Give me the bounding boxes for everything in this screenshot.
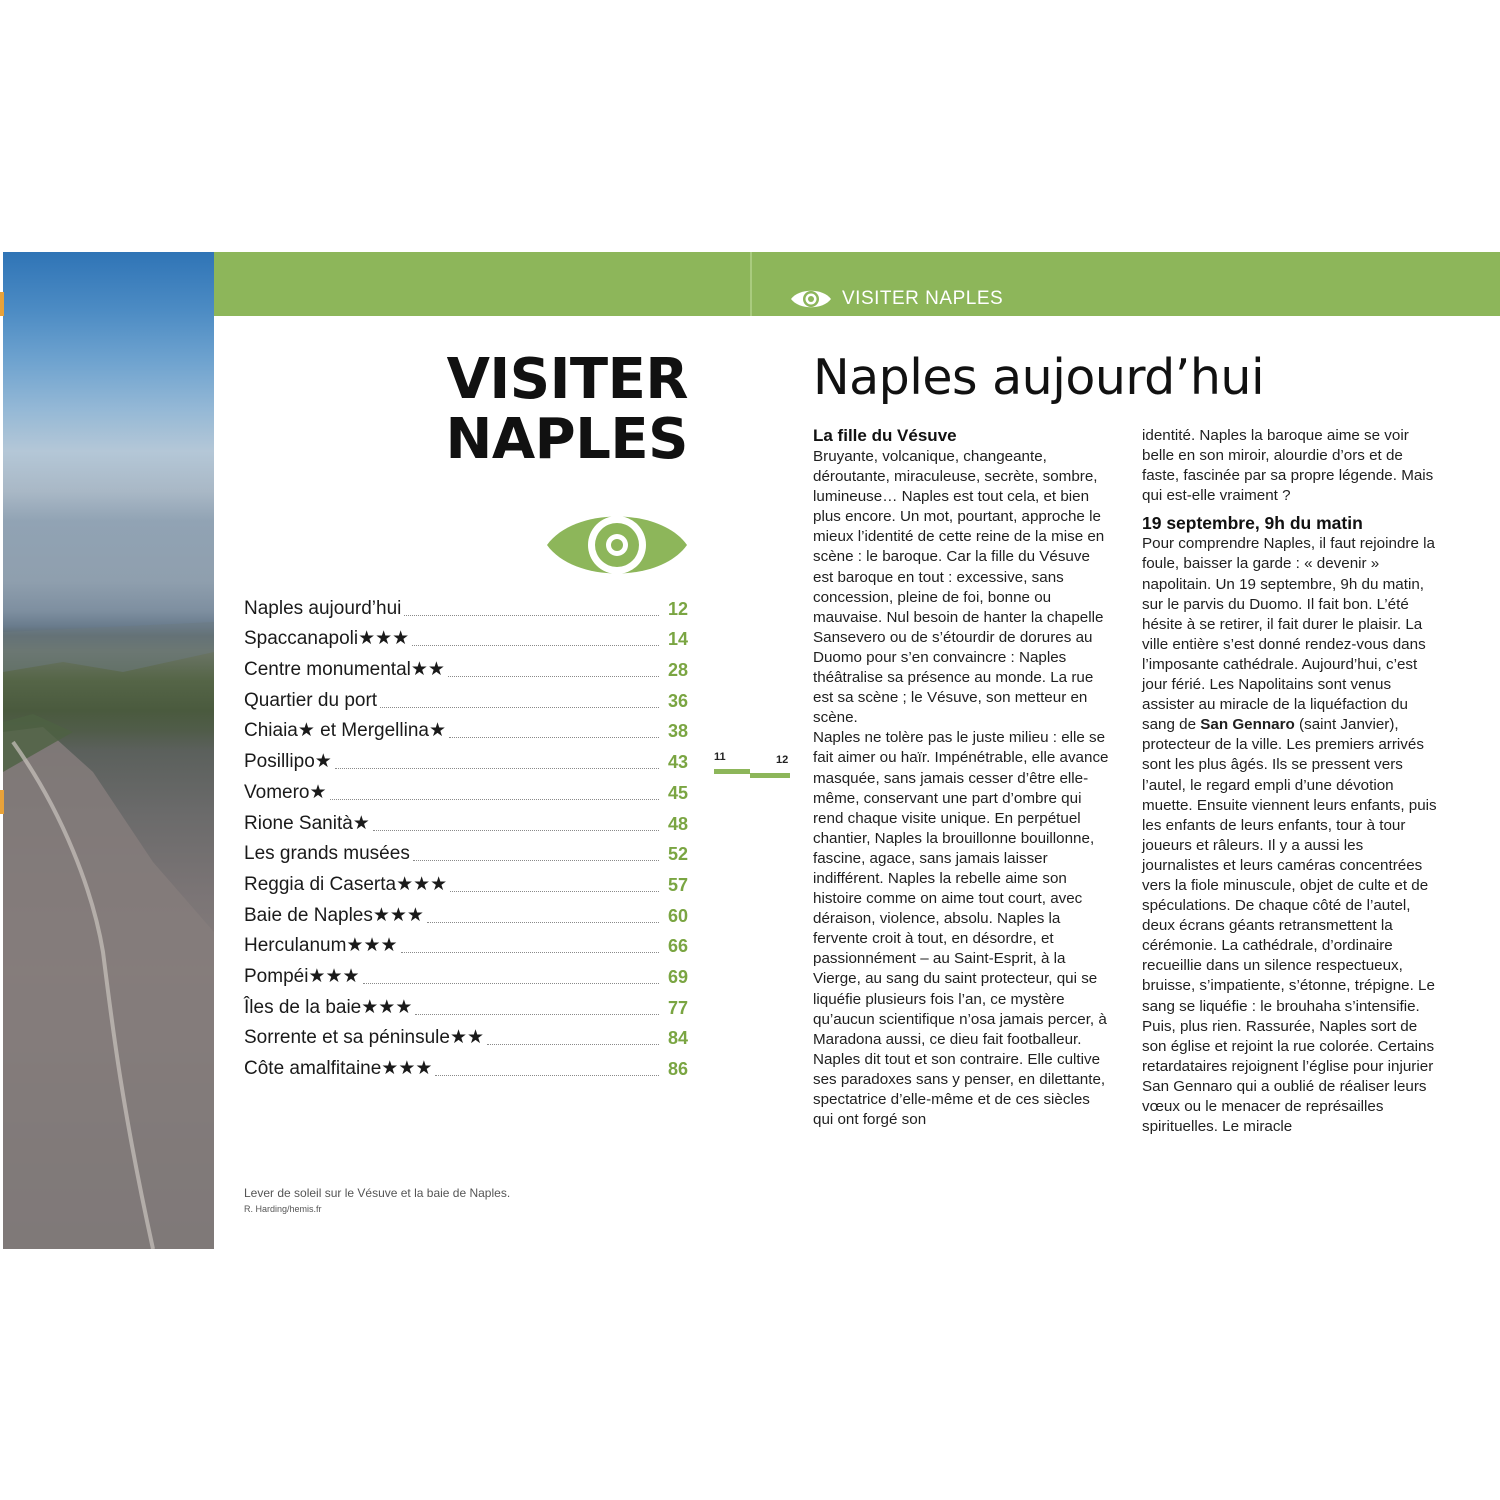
- dot-leader: [373, 829, 659, 831]
- toc-entry-label: Îles de la baie★★★: [244, 996, 413, 1018]
- toc-entry-label: Côte amalfitaine★★★: [244, 1058, 433, 1079]
- paragraph: Bruyante, volcanique, changeante, déroutante, miraculeuse, secrète, sombre, lumineuse… Naples est tout cela, et bien plus encore. Un mot, pourtant, approche le mieux l’identité de cette reine de la mise en scène : le baroque. Car la fille du Vésuve est baroque en tout : excessive, sans concession, pleine de foi, bonne ou mauvaise. Nul besoin de hanter la chapelle Sansevero ou de s’étourdir de dorures au Duomo pour s’en convaincre : Naples théâtralise sa présence au monde. La rue est sa scène ; le Vésuve, son metteur en scène.: [813, 448, 1105, 727]
- toc-entry[interactable]: [244, 897, 688, 928]
- dot-leader: [450, 890, 659, 892]
- photo-credit: R. Harding/hemis.fr: [244, 1204, 322, 1214]
- toc-entry[interactable]: [244, 590, 688, 621]
- toc-entry-label: Naples aujourd’hui: [244, 597, 402, 619]
- dot-leader: [449, 736, 659, 738]
- toc-entry-page: 57: [667, 874, 688, 895]
- toc-entry-page: 77: [667, 997, 688, 1018]
- paragraph: Naples dit tout et son contraire. Elle cultive ses paradoxes sans y penser, en dilettante, spectatrice d’elle-même et de ces siècles qui ont forgé son: [813, 1050, 1106, 1129]
- paragraph: [1142, 534, 1442, 1137]
- toc-entry[interactable]: [244, 1050, 688, 1081]
- cover-photo: [3, 252, 214, 1249]
- paragraph: Naples ne tolère pas le juste milieu : elle se fait aimer ou haïr. Impénétrable, elle avance masquée, sans jamais cesser d’être elle-même, conservant une part d’ombre qui rend chaque visite unique. En perpétuel chantier, Naples la brouillonne bouillonne, fascine, agace, sans jamais laisser indifférent. Naples la rebelle aime son histoire comme on aime tout court, avec déraison, violence, absolu. Naples la fervente croit à tout, en désordre, et passionnément – au Saint-Esprit, à la Vierge, au sang du saint protecteur, qui se liquéfie plusieurs fois l’an, ce mystère qu’aucun scientifique n’osa jamais percer, à Maradona aussi, ce dieu fait footballeur.: [813, 729, 1109, 1048]
- page-title: [445, 347, 688, 472]
- page-number-bar: [714, 769, 750, 774]
- toc-entry-page: 38: [667, 721, 688, 742]
- toc-entry-label: Posillipo★: [244, 751, 332, 773]
- toc-entry-label: Herculanum★★★: [244, 935, 398, 957]
- dot-leader: [380, 706, 659, 708]
- toc-entry[interactable]: [244, 774, 688, 805]
- toc-entry[interactable]: [244, 651, 688, 682]
- toc-entry-label: Sorrente et sa péninsule★★: [244, 1027, 485, 1049]
- band-divider: [750, 252, 752, 316]
- bleed-marker: [0, 790, 4, 814]
- emphasis-name: San Gennaro: [1200, 716, 1295, 734]
- toc-entry-page: 84: [667, 1028, 688, 1049]
- toc-entry-page: 14: [667, 629, 688, 650]
- toc-entry-label: Reggia di Caserta★★★: [244, 873, 448, 895]
- toc-entry-label: Rione Sanità★: [244, 812, 370, 834]
- dot-leader: [487, 1043, 659, 1045]
- toc-entry-page: 66: [667, 936, 688, 957]
- toc-entry[interactable]: [244, 743, 688, 774]
- paragraph: identité. Naples la baroque aime se voir belle en son miroir, alourdie d’ors et de faste, fascinée par sa propre légende. Mais qui est-elle vraiment ?: [1142, 427, 1434, 505]
- toc-entry[interactable]: [244, 713, 688, 744]
- eye-icon: [790, 286, 832, 312]
- toc-entry-label: Vomero★: [244, 781, 327, 803]
- paragraph-text: (saint Janvier), protecteur de la ville. Les premiers arrivés sont les plus âgés. Ils se pressent vers l’autel, le regard empli d’une dévotion muette. Ensuite viennent leurs enfants, puis les enfants de leurs enfants, tour à tour joueurs et râleurs. Il y a aussi les journalistes et leurs caméras concentrées vers la fiole minuscule, objet de culte et de spéculations. De chaque côté de l’autel, deux écrans géants retransmettent la cérémonie. La cathédrale, d’ordinaire recueillie dans un silence respectueux, bruisse, s’impatiente, s’étonne, trépigne. Le sang se liquéfie : le brouhaha s’intensifie. Puis, plus rien. Rassurée, Naples sort de son église et rejoint la rue colorée. Certains retardataires rejoignent l’église pour injurier San Gennaro qui a oublié de réaliser leurs vœux ou le menacer de représailles spirituelles. Le miracle: [1142, 716, 1437, 1136]
- section-heading: La fille du Vésuve: [813, 426, 957, 445]
- toc-entry-page: 45: [667, 782, 688, 803]
- article-title: Naples aujourd’hui: [813, 349, 1265, 406]
- dot-leader: [413, 859, 659, 861]
- toc-entry[interactable]: [244, 836, 688, 867]
- article-column-1: [813, 425, 1113, 1130]
- toc-entry-label: Chiaia★ et Mergellina★: [244, 720, 446, 742]
- bleed-marker: [0, 292, 4, 316]
- toc-entry[interactable]: [244, 682, 688, 713]
- toc-entry-page: 36: [667, 690, 688, 711]
- toc-entry-page: 86: [667, 1059, 688, 1079]
- toc-entry[interactable]: [244, 866, 688, 897]
- section-header-label: VISITER NAPLES: [842, 288, 1004, 309]
- toc-entry[interactable]: [244, 989, 688, 1020]
- page-number-bar: [750, 773, 790, 778]
- left-header-band: [214, 252, 750, 316]
- dot-leader: [363, 982, 659, 984]
- dot-leader: [335, 767, 659, 769]
- toc-entry-page: 28: [667, 660, 688, 681]
- dot-leader: [330, 798, 659, 800]
- dot-leader: [448, 675, 659, 677]
- toc-entry[interactable]: [244, 1020, 688, 1051]
- toc-entry-page: 69: [667, 966, 688, 987]
- title-line-2: NAPLES: [445, 407, 688, 472]
- toc-entry-label: Spaccanapoli★★★: [244, 628, 410, 650]
- toc-entry-page: 48: [667, 813, 688, 834]
- toc-entry-label: Les grands musées: [244, 843, 410, 865]
- toc-entry-label: Quartier du port: [244, 689, 378, 711]
- toc-entry[interactable]: [244, 928, 688, 959]
- toc-entry-page: 43: [667, 752, 688, 773]
- dot-leader: [415, 1013, 659, 1015]
- dot-leader: [427, 921, 659, 923]
- toc-entry-label: Centre monumental★★: [244, 659, 445, 681]
- eye-icon: [546, 506, 688, 584]
- toc-entry[interactable]: [244, 621, 688, 652]
- dot-leader: [401, 951, 659, 953]
- toc-entry-label: Pompéi★★★: [244, 965, 360, 987]
- dot-leader: [435, 1074, 659, 1076]
- toc-entry-page: 12: [667, 598, 688, 619]
- toc-entry-page: 60: [667, 905, 688, 926]
- toc-entry-page: 52: [667, 844, 688, 865]
- article-column-2: [1142, 426, 1442, 1137]
- dot-leader: [404, 614, 659, 616]
- page-number-right: 12: [776, 754, 789, 766]
- toc-entry-label: Baie de Naples★★★: [244, 904, 424, 926]
- toc-entry[interactable]: [244, 958, 688, 989]
- page-number-left: 11: [714, 751, 726, 763]
- section-heading: 19 septembre, 9h du matin: [1142, 513, 1363, 534]
- table-of-contents: [244, 590, 688, 1081]
- toc-entry[interactable]: [244, 805, 688, 836]
- volcano-slope-illustration: [3, 252, 214, 1249]
- title-line-1: VISITER: [446, 347, 688, 412]
- paragraph-text: Pour comprendre Naples, il faut rejoindre la foule, baisser la garde : « devenir » napolitain. Un 19 septembre, 9h du matin, sur le parvis du Duomo. Il fait bon. L’été hésite à se retirer, il fait durer le plaisir. La ville entière s’est donné rendez-vous dans l’imposante cathédrale. Aujourd’hui, c’est jour férié. Les Napolitains sont venus assister au miracle de la liquéfaction du sang de: [1142, 535, 1435, 734]
- photo-caption: Lever de soleil sur le Vésuve et la baie de Naples.: [244, 1186, 511, 1200]
- dot-leader: [412, 644, 659, 646]
